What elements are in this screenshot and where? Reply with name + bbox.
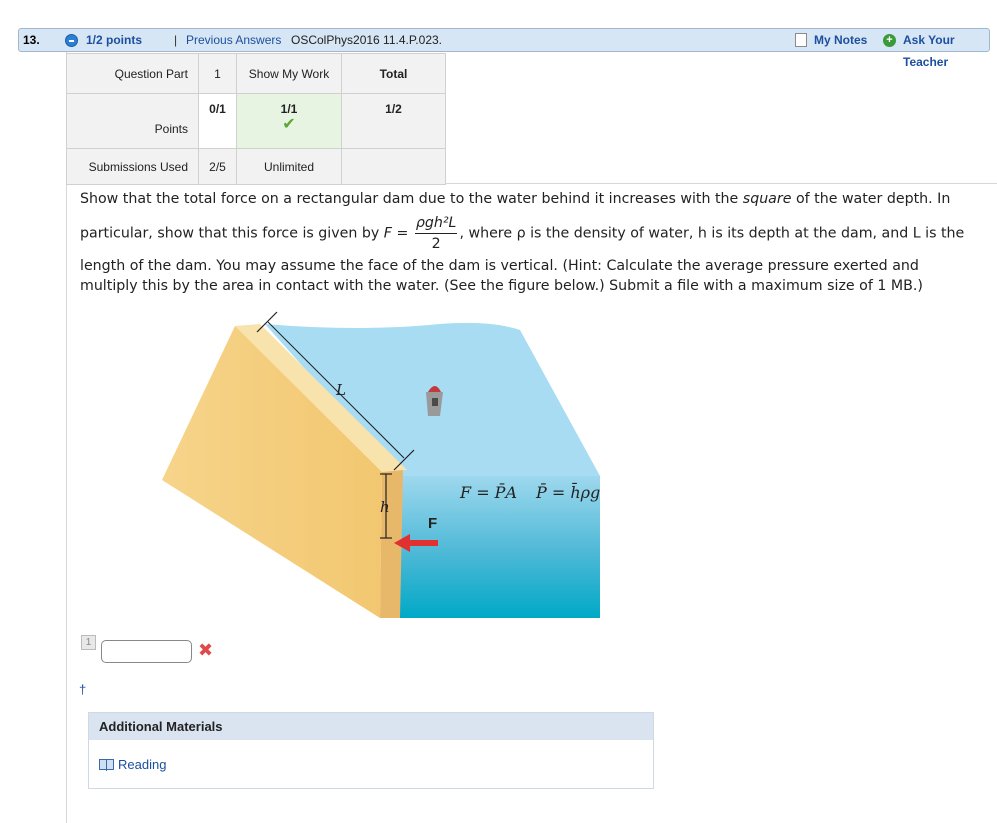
points-label: 1/2 points xyxy=(86,33,143,47)
question-line-2: particular, show that this force is given by F = $\frac{\text{ρgh²L}}{2}$ , where ρ is the density of water, h is its depth at the dam, and L is the xyxy=(80,215,965,252)
col-header-question-part: Question Part xyxy=(67,54,199,94)
question-line-3: length of the dam. You may assume the face of the dam is vertical. (Hint: Calculate the average pressure exerted and multiply this by the area in contact with the water. (See the figure below.) Submit a file with a maximum size of 1 MB.) xyxy=(80,258,923,294)
reading-label[interactable]: Reading xyxy=(118,757,167,772)
question-number: 13. xyxy=(23,33,40,47)
col-header-total: Total xyxy=(342,54,446,94)
question-line-1: Show that the total force on a rectangular dam due to the water behind it increases with the square of the water depth. In xyxy=(80,191,951,207)
submissions-part-1: 2/5 xyxy=(199,149,237,185)
submissions-total xyxy=(342,149,446,185)
previous-answers-link[interactable]: Previous Answers xyxy=(186,33,282,47)
ask-teacher-link[interactable]: Ask Your Teacher xyxy=(903,33,955,69)
incorrect-icon: ✖ xyxy=(198,640,214,660)
additional-materials-title: Additional Materials xyxy=(89,713,653,740)
question-header xyxy=(18,28,990,69)
checkmark-icon: ✔ xyxy=(282,116,296,133)
equation-force: F = P̄A xyxy=(460,483,517,502)
points-part-1: 0/1 xyxy=(199,94,237,149)
col-header-part-1: 1 xyxy=(199,54,237,94)
label-F: F xyxy=(428,515,438,532)
collapse-icon[interactable] xyxy=(65,34,78,47)
book-icon xyxy=(99,759,114,770)
score-table xyxy=(66,53,446,185)
points-show-my-work xyxy=(237,94,342,149)
label-L: L xyxy=(336,381,346,399)
points-row-label: Points xyxy=(67,94,199,149)
equation-pressure: P̄ = h̄ρg xyxy=(536,483,601,502)
answer-part-number: 1 xyxy=(81,635,96,650)
separator: | xyxy=(174,33,178,47)
label-h: h xyxy=(380,498,390,516)
reading-link[interactable] xyxy=(99,757,166,772)
my-notes-link[interactable]: My Notes xyxy=(814,33,868,47)
footnote-dagger: † xyxy=(79,682,87,697)
additional-materials-panel xyxy=(88,712,654,789)
points-show-my-work-value: 1/1 xyxy=(280,102,298,116)
question-text xyxy=(80,189,980,296)
submissions-show-my-work: Unlimited xyxy=(237,149,342,185)
dam-figure xyxy=(160,300,620,622)
plus-icon[interactable]: + xyxy=(883,34,896,47)
formula-fraction: $\frac{\text{ρgh²L}}{2}$ xyxy=(415,215,457,252)
points-total: 1/2 xyxy=(342,94,446,149)
submissions-row-label: Submissions Used xyxy=(67,149,199,185)
question-reference: OSColPhys2016 11.4.P.023. xyxy=(291,33,442,47)
col-header-show-my-work: Show My Work xyxy=(237,54,342,94)
file-upload-field[interactable] xyxy=(101,640,192,663)
notes-icon[interactable] xyxy=(795,33,807,47)
